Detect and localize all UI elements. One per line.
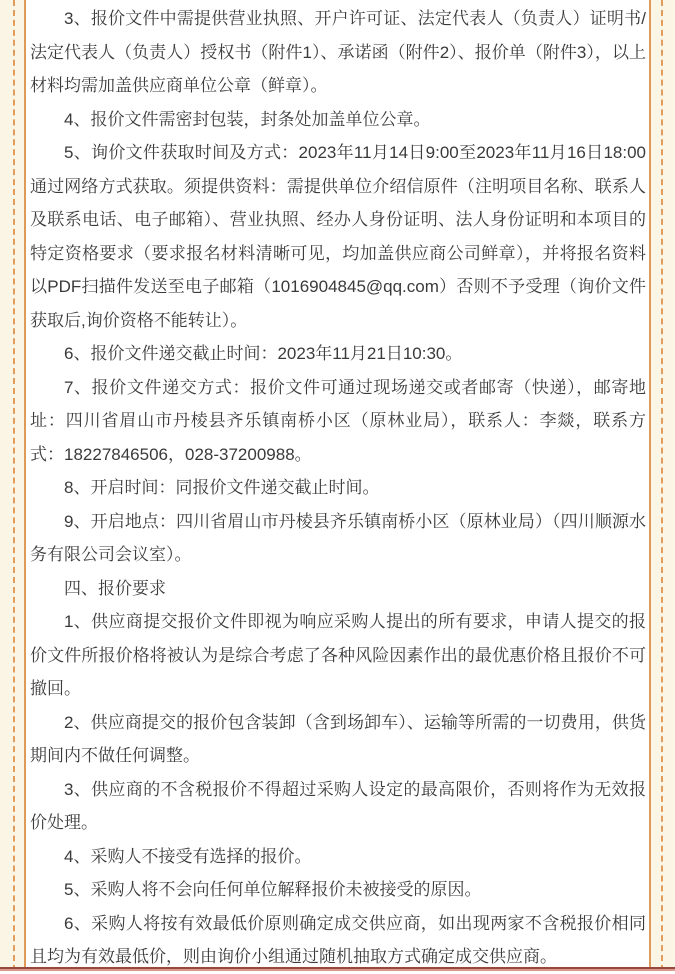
paragraph-requirement-3: 3、供应商的不含税报价不得超过采购人设定的最高限价，否则将作为无效报价处理。 (30, 779, 646, 832)
document-body (26, 0, 648, 971)
paragraph-submission-deadline: 6、报价文件递交截止时间：2023年11月21日10:30。 (64, 344, 463, 363)
left-dashed-border-line (13, 0, 15, 971)
paragraph-requirement-5: 5、采购人将不会向任何单位解释报价未被接受的原因。 (64, 880, 482, 899)
paragraph-quote-file-materials: 3、报价文件中需提供营业执照、开户许可证、法定代表人（负责人）证明书/法定代表人（负责人）授权书（附件1）、承诺函（附件2）、报价单（附件3），以上材料均需加盖供应商单位公章（鲜章）。 (30, 9, 646, 95)
paragraph-sealed-packaging: 4、报价文件需密封包装，封条处加盖单位公章。 (64, 109, 431, 129)
right-solid-border-line (649, 0, 651, 971)
paragraph-opening-location: 9、开启地点：四川省眉山市丹棱县齐乐镇南桥小区（原林业局）（四川顺源水务有限公司会议室）。 (30, 511, 646, 564)
right-dashed-border-line (661, 0, 663, 971)
paragraph-requirement-6: 6、采购人将按有效最低价原则确定成交供应商，如出现两家不含税报价相同且均为有效最低价，则由询价小组通过随机抽取方式确定成交供应商。 (30, 913, 646, 966)
paragraph-requirement-1: 1、供应商提交报价文件即视为响应采购人提出的所有要求，申请人提交的报价文件所报价格将被认为是综合考虑了各种风险因素作出的最优惠价格且报价不可撤回。 (30, 612, 646, 698)
paragraph-submission-method: 7、报价文件递交方式：报价文件可通过现场递交或者邮寄（快递），邮寄地址：四川省眉山市丹棱县齐乐镇南桥小区（原林业局），联系人：李燚，联系方式：18227846506，028-37200988。 (30, 377, 646, 464)
paragraph-opening-time: 8、开启时间：同报价文件递交截止时间。 (64, 478, 380, 497)
paragraph-requirement-4: 4、采购人不接受有选择的报价。 (64, 846, 312, 866)
paragraph-requirement-2: 2、供应商提交的报价包含装卸（含到场卸车）、运输等所需的一切费用，供货期间内不做任何调整。 (30, 712, 646, 765)
paragraph-inquiry-file-acquisition: 5、询价文件获取时间及方式：2023年11月14日9:00至2023年11月16日18:00通过网络方式获取。须提供资料：需提供单位介绍信原件（注明项目名称、联系人及联系电话、电子邮箱）、营业执照、经办人身份证明、法人身份证明和本项目的特定资格要求（要求报名材料清晰可见，均加盖供应商公司鲜章），并将报名资料以PDF扫描件发送至电子邮箱（1016904845@qq.com）否则不予受理（询价文件获取后,询价资格不能转让）。 (30, 143, 646, 330)
section-heading-quote-requirements: 四、报价要求 (64, 578, 166, 598)
